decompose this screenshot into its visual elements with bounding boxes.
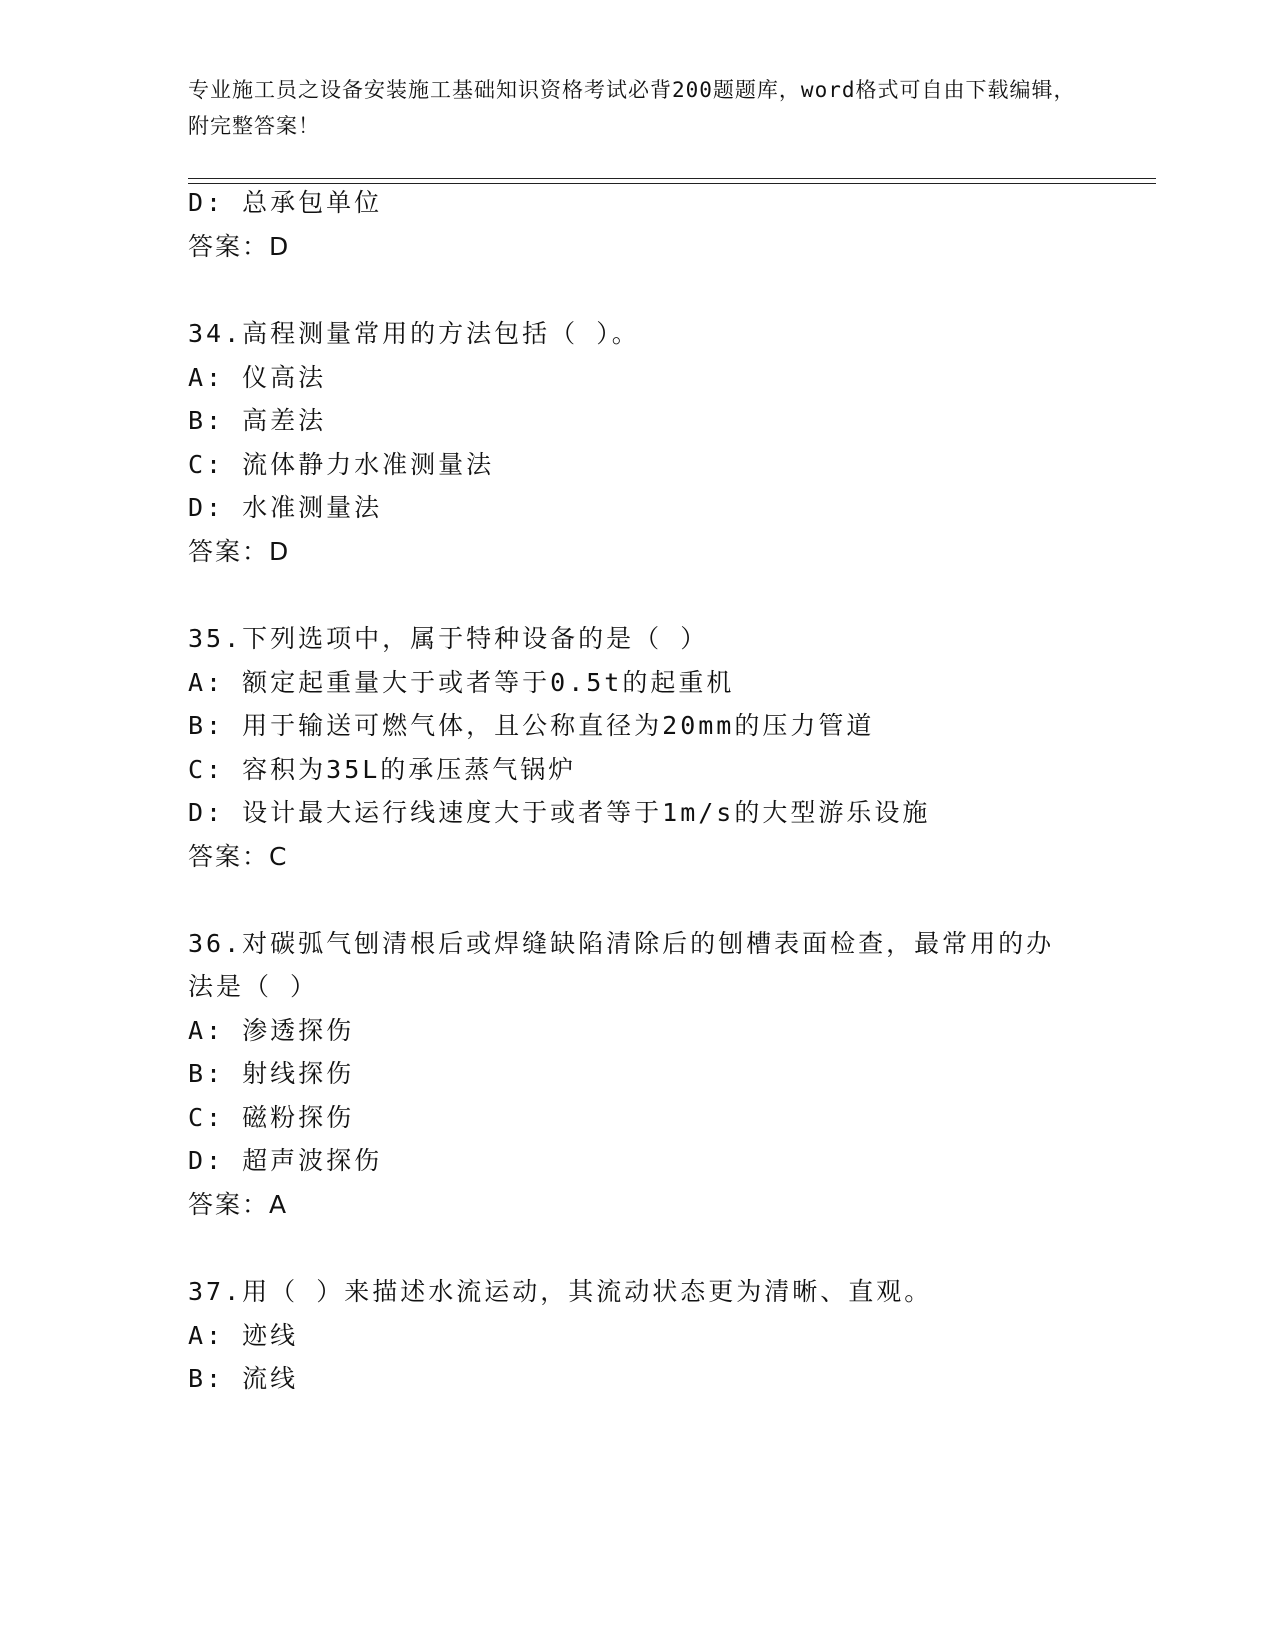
q35-option-d: D: 设计最大运行线速度大于或者等于1m/s的大型游乐设施: [188, 798, 931, 827]
q37-option-a: A: 迹线: [188, 1321, 299, 1350]
q36-answer: 答案：A: [188, 1190, 289, 1219]
q35-answer: 答案：C: [188, 842, 289, 871]
q35-question: 35.下列选项中，属于特种设备的是（ ）: [188, 624, 709, 653]
q33-answer: 答案：D: [188, 232, 291, 261]
q35-option-a: A: 额定起重量大于或者等于0.5t的起重机: [188, 668, 735, 697]
q36-question-line2: 法是（ ）: [188, 972, 319, 1001]
q37-question: 37.用（ ）来描述水流运动，其流动状态更为清晰、直观。: [188, 1277, 933, 1306]
q36-option-a: A: 渗透探伤: [188, 1016, 355, 1045]
q34-option-c: C: 流体静力水准测量法: [188, 450, 495, 479]
q35-option-c: C: 容积为35L的承压蒸气锅炉: [188, 755, 577, 784]
q36-question-line1: 36.对碳弧气刨清根后或焊缝缺陷清除后的刨槽表面检查，最常用的办: [188, 929, 1055, 958]
header-divider-top: [188, 178, 1156, 179]
q36-option-d: D: 超声波探伤: [188, 1146, 383, 1175]
q34-option-d: D: 水准测量法: [188, 493, 383, 522]
q34-question: 34.高程测量常用的方法包括（ ）。: [188, 319, 640, 348]
q34-option-a: A: 仪高法: [188, 363, 327, 392]
q36-option-b: B: 射线探伤: [188, 1059, 355, 1088]
q37-option-b: B: 流线: [188, 1364, 299, 1393]
q36-option-c: C: 磁粉探伤: [188, 1103, 355, 1132]
q33-option-d: D: 总承包单位: [188, 188, 383, 217]
page-header-title: 专业施工员之设备安装施工基础知识资格考试必背200题题库，word格式可自由下载编辑，附完整答案！: [188, 78, 1076, 138]
q34-option-b: B: 高差法: [188, 406, 327, 435]
header-divider-bottom: [188, 183, 1156, 184]
q35-option-b: B: 用于输送可燃气体，且公称直径为20mm的压力管道: [188, 711, 875, 740]
q34-answer: 答案：D: [188, 537, 291, 566]
